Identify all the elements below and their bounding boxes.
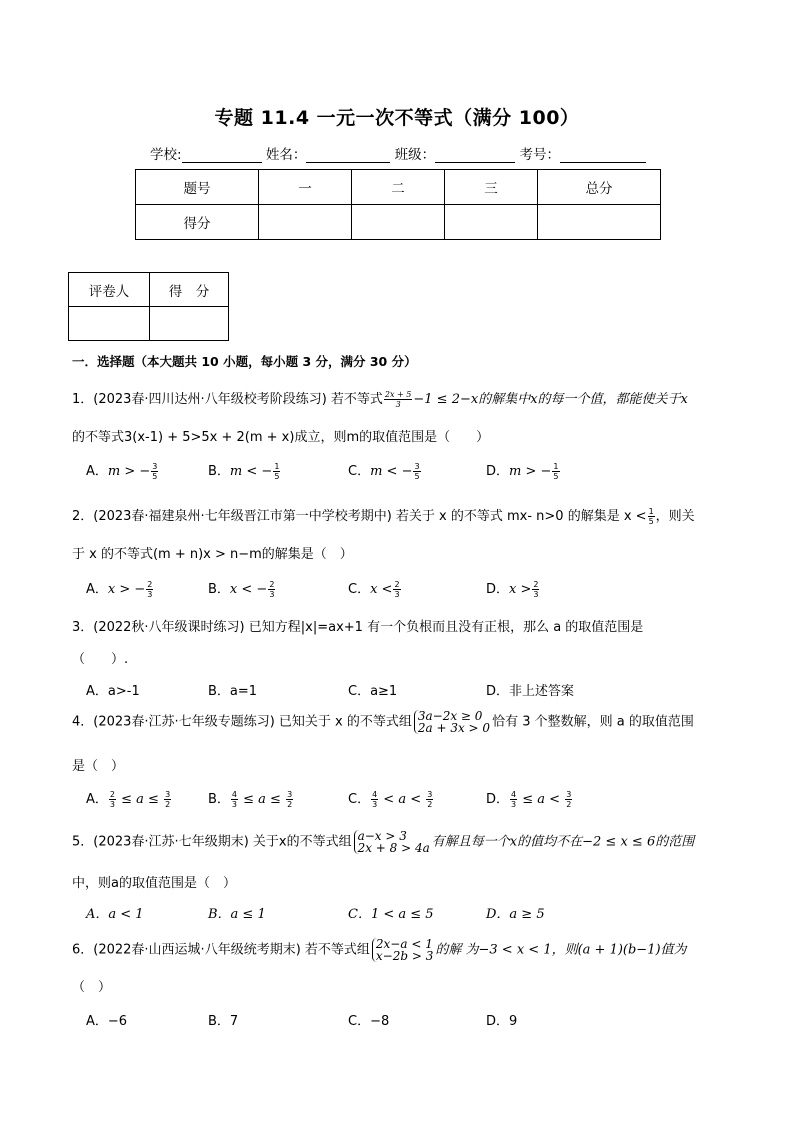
option-d[interactable]: D．m > − $\frac{1}{5}$	[486, 462, 559, 481]
fraction: $\frac{2}{3}$	[269, 580, 275, 599]
score-cell[interactable]	[259, 205, 352, 240]
inequality-system: 2x−a < 1 x−2b > 3	[372, 938, 433, 962]
grader-score-cell[interactable]	[150, 307, 229, 341]
score-table	[135, 169, 661, 240]
option-d[interactable]: D．a ≥ 5	[486, 907, 545, 922]
option-a[interactable]: A．a>-1	[86, 684, 140, 699]
exam-no-label: 考号：	[519, 147, 560, 163]
grader-label: 评卷人	[69, 273, 150, 307]
option-b[interactable]: B．a=1	[208, 684, 258, 699]
fraction: $\frac{2}{3}$	[147, 580, 153, 599]
inequality-system: a−x > 3 2x + 8 > 4a	[354, 830, 430, 854]
score-cell[interactable]	[445, 205, 538, 240]
question-3-line2: （ ）.	[72, 652, 129, 667]
fraction: $\frac{2}{3}$	[533, 580, 539, 599]
option-d[interactable]: D．9	[486, 1014, 518, 1029]
school-label: 学校:	[150, 147, 182, 163]
fraction: $\frac{2x + 5}{3}$	[384, 390, 412, 409]
question-2-line2: 于 x 的不等式(m + n)x > n−m的解集是（ ）	[72, 547, 353, 562]
fraction: $\frac{3}{5}$	[152, 462, 158, 481]
option-d[interactable]: D． $\frac{4}{3}$ ≤ a < $\frac{3}{2}$	[486, 790, 572, 809]
score-cell[interactable]	[352, 205, 445, 240]
score-header-cell: 一	[259, 170, 352, 205]
option-b[interactable]: B．x < − $\frac{2}{3}$	[208, 580, 275, 599]
question-4-line2: 是（ ）	[72, 759, 125, 774]
option-a[interactable]: A．a < 1	[86, 907, 144, 922]
fraction: $\frac{1}{5}$	[553, 462, 559, 481]
question-5: 5．(2023春·江苏·七年级期末) 关于x的不等式组 a−x > 3 2x + 8 > 4a 有解且每一个x的值均不在−2 ≤ x ≤ 6的范围	[72, 829, 695, 855]
option-c[interactable]: C．a≥1	[348, 684, 398, 699]
question-4: 4．(2023春·江苏·七年级专题练习) 已知关于 x 的不等式组 3a−2x ≥ 0 2a + 3x > 0 恰有 3 个整数解，则 a 的取值范围	[72, 709, 694, 735]
option-b[interactable]: B． $\frac{4}{3}$ ≤ a ≤ $\frac{3}{2}$	[208, 790, 293, 809]
student-info-row	[150, 143, 646, 163]
option-b[interactable]: B．a ≤ 1	[208, 907, 266, 922]
option-b[interactable]: B．m < − $\frac{1}{5}$	[208, 462, 280, 481]
option-a[interactable]: A．−6	[86, 1014, 128, 1029]
name-field[interactable]	[306, 147, 390, 163]
fraction: $\frac{1}{5}$	[648, 507, 654, 526]
fraction: $\frac{2}{3}$	[394, 580, 400, 599]
question-1-line2: 的不等式3(x-1) + 5>5x + 2(m + x)成立，则m的取值范围是（ ）	[72, 430, 490, 445]
page-title: 专题 11.4 一元一次不等式（满分 100）	[214, 107, 580, 129]
option-d[interactable]: D．x > $\frac{2}{3}$	[486, 580, 539, 599]
grader-score-label: 得 分	[150, 273, 229, 307]
score-cell[interactable]	[538, 205, 661, 240]
class-label: 班级：	[394, 147, 436, 163]
school-field[interactable]	[182, 147, 262, 163]
grader-table	[68, 272, 229, 341]
question-5-line2: 中，则a的取值范围是（ ）	[72, 876, 236, 891]
option-b[interactable]: B．7	[208, 1014, 239, 1029]
exam-no-field[interactable]	[560, 147, 646, 163]
option-a[interactable]: A． $\frac{2}{3}$ ≤ a ≤ $\frac{3}{2}$	[86, 790, 171, 809]
fraction: $\frac{3}{5}$	[414, 462, 420, 481]
option-d[interactable]: D．非上述答案	[486, 684, 575, 699]
option-c[interactable]: C．m < − $\frac{3}{5}$	[348, 462, 420, 481]
score-header-cell: 题号	[136, 170, 259, 205]
score-header-cell: 总分	[538, 170, 661, 205]
option-c[interactable]: C．x < $\frac{2}{3}$	[348, 580, 400, 599]
question-6: 6．(2022春·山西运城·八年级统考期末) 若不等式组 2x−a < 1 x−2b > 3 的解 为−3 < x < 1，则(a + 1)(b−1)值为	[72, 937, 687, 963]
option-c[interactable]: C．1 < a ≤ 5	[348, 907, 434, 922]
fraction: $\frac{1}{5}$	[274, 462, 280, 481]
option-c[interactable]: C． $\frac{4}{3}$ < a < $\frac{3}{2}$	[348, 790, 433, 809]
question-2: 2．(2023春·福建泉州·七年级晋江市第一中学校考期中) 若关于 x 的不等式 mx- n>0 的解集是 x < $\frac{1}{5}$ ，则关	[72, 507, 695, 526]
score-row-label: 得分	[136, 205, 259, 240]
score-header-cell: 三	[445, 170, 538, 205]
option-c[interactable]: C．−8	[348, 1014, 390, 1029]
question-1: 1．(2023春·四川达州·八年级校考阶段练习) 若不等式 $\frac{2x + 5}{3}$ −1 ≤ 2−x的解集中x的每一个值，都能使关于x	[72, 390, 688, 409]
option-a[interactable]: A．x > − $\frac{2}{3}$	[86, 580, 153, 599]
grader-cell[interactable]	[69, 307, 150, 341]
option-a[interactable]: A．m > − $\frac{3}{5}$	[86, 462, 158, 481]
question-3: 3．(2022秋·八年级课时练习) 已知方程|x|=ax+1 有一个负根而且没有正根，那么 a 的取值范围是	[72, 620, 644, 635]
name-label: 姓名：	[265, 147, 307, 163]
inequality-system: 3a−2x ≥ 0 2a + 3x > 0	[414, 710, 490, 734]
question-6-line2: （ ）	[72, 980, 112, 995]
class-field[interactable]	[435, 147, 515, 163]
score-header-cell: 二	[352, 170, 445, 205]
section-title: 一．选择题（本大题共 10 小题，每小题 3 分，满分 30 分）	[72, 354, 417, 369]
